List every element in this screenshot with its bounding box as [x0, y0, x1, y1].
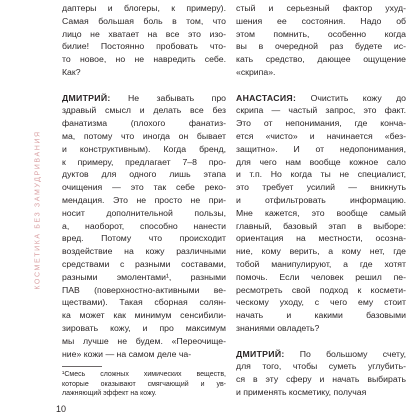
text-line: зировать кожу, и про максимум: [62, 322, 226, 333]
text-line: воздействие на кожу различными: [62, 246, 226, 257]
footnote: [62, 366, 226, 399]
text-line: разными эмолентами¹, разными: [62, 271, 226, 282]
paragraph: [236, 2, 406, 79]
text-line: а, наоборот, способно нанести: [62, 220, 226, 231]
right-column: [236, 2, 406, 399]
page-number: 10: [56, 404, 67, 414]
footnote-rule: [62, 366, 102, 367]
text-line: вы в очередной раз будете ис-: [236, 41, 406, 52]
speaker-paragraph: [236, 92, 406, 335]
line-text: По большому счету,: [299, 348, 406, 359]
text-line: дуктов для одного лишь этапа: [62, 169, 226, 180]
text-line: [236, 348, 406, 361]
speaker-paragraph: [236, 348, 406, 399]
text-line: ¹Смесь сложных химических веществ,: [62, 371, 226, 378]
text-line: помочь. Если человек решил пе-: [236, 271, 406, 282]
text-line: стый и серьезный фактор ухуд-: [236, 3, 406, 13]
text-line: шения ее состояния. Надо об: [236, 15, 406, 26]
text-line: ется «чисто» и начинается «без-: [236, 130, 406, 141]
text-line: Самая большая боль в том, что: [62, 15, 226, 26]
speaker-paragraph: [62, 92, 226, 361]
text-line: [62, 92, 226, 105]
text-line: вред. Потому что происходит: [62, 233, 226, 244]
footnote-text: [62, 370, 226, 399]
text-line: ма, потому что иногда он бывает: [62, 130, 226, 141]
paragraph: [62, 2, 226, 79]
text-line: и применять косметику, получая: [236, 386, 367, 397]
text-line: и т.п. Но когда ты не специалист,: [236, 169, 406, 180]
text-line: Как?: [62, 66, 81, 77]
text-line: ориентация на местности, осозна-: [236, 233, 406, 244]
text-line: этом помнить, особенно когда: [236, 28, 406, 39]
text-line: то новое, но не навредить себе.: [62, 54, 226, 65]
text-line: ческому уходу, с чего ему стоит: [236, 297, 406, 308]
left-column: [62, 2, 226, 360]
speaker-name: ДМИТРИЙ:: [236, 348, 285, 359]
text-line: средствами с разными составами,: [62, 258, 226, 269]
line-text: Очистить кожу до: [310, 92, 406, 103]
text-line: скрипа — частый запрос, это факт.: [236, 105, 406, 116]
text-line: [236, 92, 406, 105]
text-line: «скрипа».: [236, 66, 276, 77]
text-line: к примеру, предлагает 7–8 про-: [62, 156, 226, 167]
text-line: носит дополнительной пользы,: [62, 207, 226, 218]
text-line: фанатизма (плохого фанатиз-: [62, 118, 226, 129]
text-line: знаниями овладеть?: [236, 322, 320, 333]
text-line: защитно». И от недопонимания,: [236, 143, 406, 154]
text-line: и отфильтровать информацию.: [236, 194, 406, 205]
text-line: кать средство, дающее ощущение: [236, 54, 406, 65]
running-head: КОСМЕТИКА БЕЗ ЗАМУДРИВАНИЯ: [34, 130, 42, 290]
text-line: даптеры и блогеры, к примеру).: [62, 3, 226, 13]
text-line: ся в эту сферу и начать выбирать: [236, 374, 406, 385]
text-line: здравый смысл и делать все без: [62, 105, 226, 116]
text-line: ПАВ (поверхностно-активными ве-: [62, 284, 226, 295]
line-text: Не забывать про: [127, 92, 226, 103]
text-line: которые оказывают смягчающий и ув-: [62, 380, 226, 388]
text-line: главный, базовый этап в выборе:: [236, 220, 406, 231]
text-line: ществами). Такая сборная солян-: [62, 297, 226, 308]
text-line: лажняющий эффект на кожу.: [62, 390, 157, 397]
speaker-name: ДМИТРИЙ:: [62, 92, 111, 103]
text-line: лицо не хватает на все это изо-: [62, 28, 226, 39]
speaker-name: АНАСТАСИЯ:: [236, 92, 297, 103]
text-line: ние» кожи — на самом деле ча-: [62, 348, 192, 359]
text-line: мы лучше не будем. «Переочище-: [62, 335, 226, 346]
text-line: для чего нам вообще кожное сало: [236, 156, 406, 167]
text-line: для того, чтобы суметь углубить-: [236, 361, 406, 372]
text-line: билие! Постоянно пробовать что-: [62, 41, 226, 52]
text-line: Мне кажется, это вообще самый: [236, 207, 406, 218]
text-line: начать и какими базовыми: [236, 310, 406, 321]
paragraph: [62, 370, 226, 399]
text-line: тобой манипулируют, а где хотят: [236, 258, 406, 269]
text-line: это требует усилий — вникнуть: [236, 182, 406, 193]
text-line: Это от непонимания, где конча-: [236, 118, 406, 129]
text-line: очищения — это так себе реко-: [62, 182, 226, 193]
text-line: мендация. Это не просто не при-: [62, 194, 226, 205]
text-line: ресмотреть свой подход к космети-: [236, 284, 406, 295]
text-line: и конструктивным). Когда бренд,: [62, 143, 226, 154]
text-line: ние, кому верить, а кому нет, где: [236, 246, 406, 257]
text-line: ка может как минимум сенсибили-: [62, 310, 226, 321]
